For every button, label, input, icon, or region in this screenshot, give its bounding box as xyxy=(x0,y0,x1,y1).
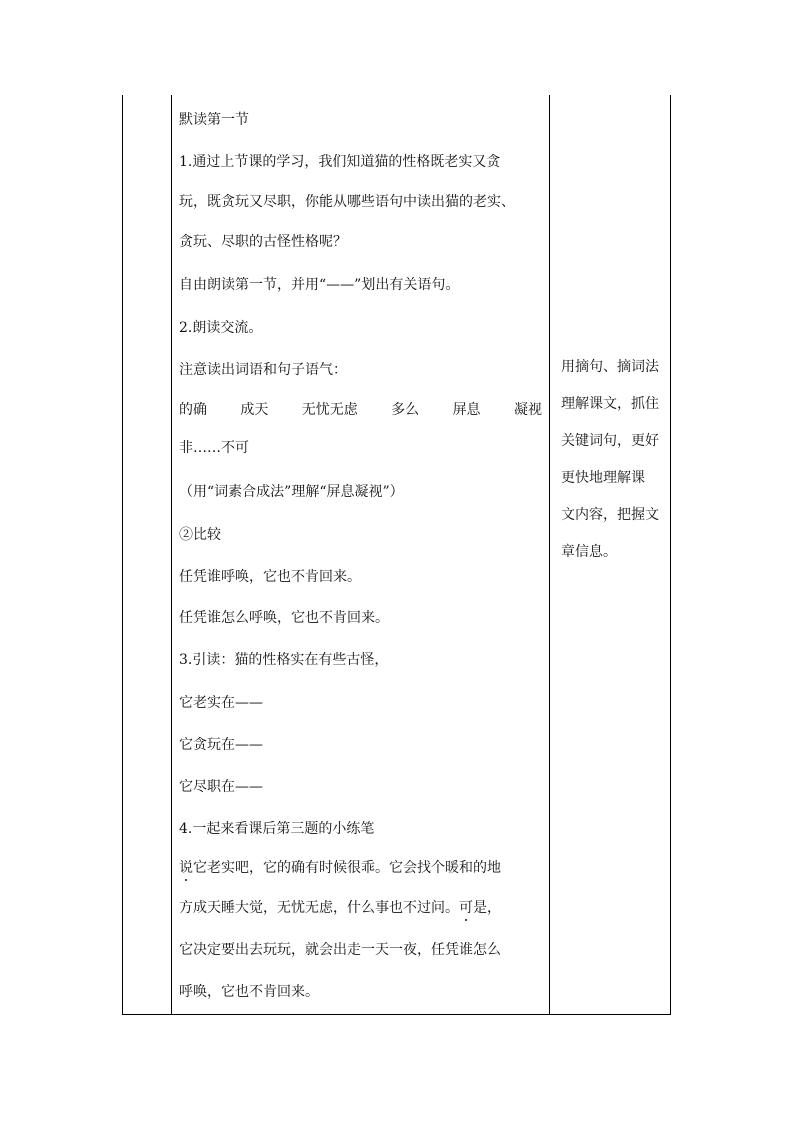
word: 成天 xyxy=(240,402,269,418)
side-note-line: 理解课文，抓住 xyxy=(561,396,659,412)
section-4-heading: 4.一起来看课后第三题的小练笔 xyxy=(179,821,375,837)
question-1-line-3: 贪玩、尽职的古怪性格呢？ xyxy=(179,234,347,250)
compare-sentence-2: 任凭谁怎么呼唤，它也不肯回来。 xyxy=(179,610,389,626)
question-1-line-2: 玩，既贪玩又尽职，你能从哪些语句中读出猫的老实、 xyxy=(179,194,515,210)
tone-instruction: 注意读出词语和句子语气： xyxy=(179,362,347,378)
compare-heading: ②比较 xyxy=(179,527,221,543)
vocabulary-words-row xyxy=(179,400,542,420)
lead-reading-honest: 它老实在—— xyxy=(179,695,263,711)
lead-reading-dutiful: 它尽职在—— xyxy=(179,779,263,795)
word: 凝视 xyxy=(513,402,542,418)
table-column-divider-2 xyxy=(549,95,550,1015)
excerpt-line-2 xyxy=(179,898,501,918)
word: 无忧无虑 xyxy=(301,402,358,418)
word: 的确 xyxy=(179,402,207,418)
section-3-heading: 3.引读：猫的性格实在有些古怪， xyxy=(179,652,389,668)
emphasis-char: 可 xyxy=(459,900,473,916)
morpheme-method-note: （用“词素合成法”理解“屏息凝视”） xyxy=(179,484,404,500)
table-right-border xyxy=(670,95,671,1015)
table-bottom-border xyxy=(122,1014,671,1015)
lead-reading-playful: 它贪玩在—— xyxy=(179,737,263,753)
side-note-line: 关键词句，更好 xyxy=(561,433,659,449)
heading-silent-reading: 默读第一节 xyxy=(179,112,249,128)
side-note-line: 文内容，把握文 xyxy=(561,507,659,523)
excerpt-text: 它老实吧，它的确有时候很乖。它会找个暖和的地 xyxy=(193,860,501,876)
table-column-divider-1 xyxy=(171,95,172,1015)
section-2-heading: 2.朗读交流。 xyxy=(179,320,263,336)
excerpt-line-4: 呼唤，它也不肯回来。 xyxy=(179,984,319,1000)
excerpt-text: 方成天睡大觉，无忧无虑，什么事也不过问。 xyxy=(179,900,459,916)
emphasis-char: 说 xyxy=(179,860,193,876)
word: 多么 xyxy=(391,402,420,418)
instruction-mark-sentences: 自由朗读第一节，并用“——”划出有关语句。 xyxy=(179,277,460,293)
side-note-line: 章信息。 xyxy=(561,544,617,560)
side-note-line: 更快地理解课 xyxy=(561,470,645,486)
phrase-fei-buke: 非……不可 xyxy=(179,440,249,456)
word: 屏息 xyxy=(452,402,481,418)
question-1-line-1: 1.通过上节课的学习，我们知道猫的性格既老实又贪 xyxy=(179,154,501,170)
excerpt-text: 是， xyxy=(473,900,501,916)
excerpt-line-3: 它决定要出去玩玩，就会出走一天一夜，任凭谁怎么 xyxy=(179,942,501,958)
side-note-line: 用摘句、摘词法 xyxy=(561,359,659,375)
excerpt-line-1 xyxy=(179,858,501,878)
compare-sentence-1: 任凭谁呼唤，它也不肯回来。 xyxy=(179,569,361,585)
table-left-border xyxy=(122,95,123,1015)
